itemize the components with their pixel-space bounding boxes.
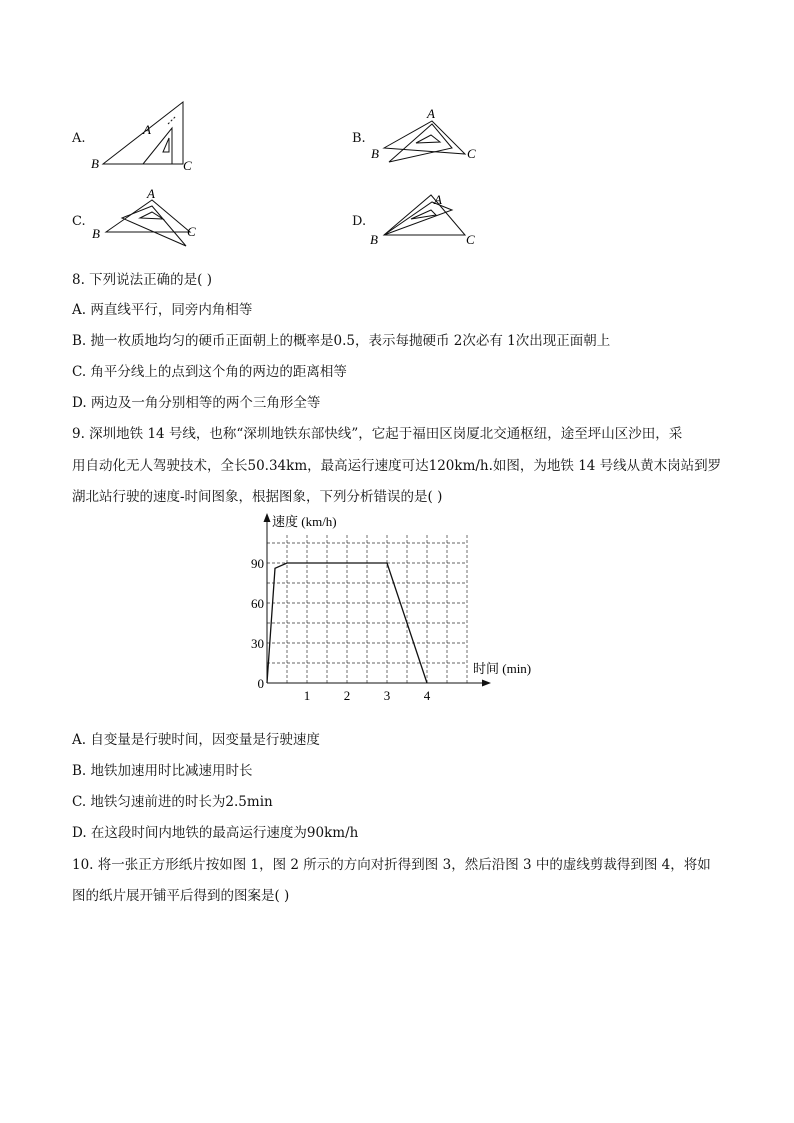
vertex-a: A [434,192,442,207]
q9-option-a: A. 自变量是行驶时间，因变量是行驶速度 [72,732,320,748]
x-tick-label: 4 [423,688,431,703]
q10-stem-line-2: 图的纸片展开铺平后得到的图案是( ) [72,888,290,904]
option-a-label: A. [72,131,86,146]
y-tick-label: 30 [251,636,264,652]
x-axis-arrow [482,680,491,687]
q9-option-c: C. 地铁匀速前进的时长为2.5min [72,794,273,810]
vertex-a: A [147,186,155,201]
figure-option-b [368,104,488,170]
option-b-label: B. [352,131,366,146]
y-axis-label: 速度 (km/h) [272,514,337,529]
q8-option-c: C. 角平分线上的点到这个角的两边的距离相等 [72,364,347,380]
vertex-c: C [467,146,476,161]
vertex-b: B [371,146,379,161]
chart-axes [264,513,492,686]
vertex-b: B [370,232,378,247]
q8-stem: 8. 下列说法正确的是( ) [72,272,212,288]
x-tick-label: 2 [343,688,351,703]
q9-option-d: D. 在这段时间内地铁的最高运行速度为90km/h [72,825,359,841]
figure-option-c [90,186,215,252]
vertex-a: A [427,106,435,121]
chart-grid [267,533,467,683]
vertex-c: C [187,224,196,239]
option-c-label: C. [72,214,86,229]
x-axis-label: 时间 (min) [473,661,532,676]
speed-time-chart [240,505,560,705]
x-tick-label: 3 [383,688,391,703]
q10-stem-line-1: 10. 将一张正方形纸片按如图 1，图 2 所示的方向对折得到图 3，然后沿图 3 中的虚线剪裁得到图 4，将如 [72,857,711,873]
q9-stem-line-1: 9. 深圳地铁 14 号线，也称“深圳地铁东部快线”，它起于福田区岗厦北交通枢纽，途至坪山区沙田，采 [72,426,683,442]
vertex-a: A [143,122,151,137]
y-tick-label: 90 [251,556,264,572]
x-tick-labels [304,688,431,703]
option-d-label: D. [352,214,367,229]
vertex-b: B [91,156,99,171]
figure-option-a [90,100,210,175]
q8-option-b: B. 抛一枚质地均匀的硬币正面朝上的概率是0.5，表示每抛硬币 2次必有 1次出现正面朝上 [72,333,611,349]
q8-option-a: A. 两直线平行，同旁内角相等 [72,302,253,318]
vertex-c: C [183,158,192,173]
figure-option-d [368,188,488,250]
q8-option-d: D. 两边及一角分别相等的两个三角形全等 [72,395,321,411]
y-tick-label: 0 [257,676,264,691]
q9-stem-line-2: 用自动化无人驾驶技术，全长50.34km，最高运行速度可达120km/h.如图，为地铁 14 号线从黄木岗站到罗 [72,458,722,474]
vertex-c: C [466,232,475,247]
y-tick-label: 60 [251,596,264,612]
y-tick-labels [251,556,264,691]
q9-stem-line-3: 湖北站行驶的速度-时间图象，根据图象，下列分析错误的是( ) [72,489,443,505]
x-tick-label: 1 [303,688,311,703]
q9-option-b: B. 地铁加速用时比减速用时长 [72,763,253,779]
vertex-b: B [92,226,100,241]
y-axis-arrow [264,513,271,522]
